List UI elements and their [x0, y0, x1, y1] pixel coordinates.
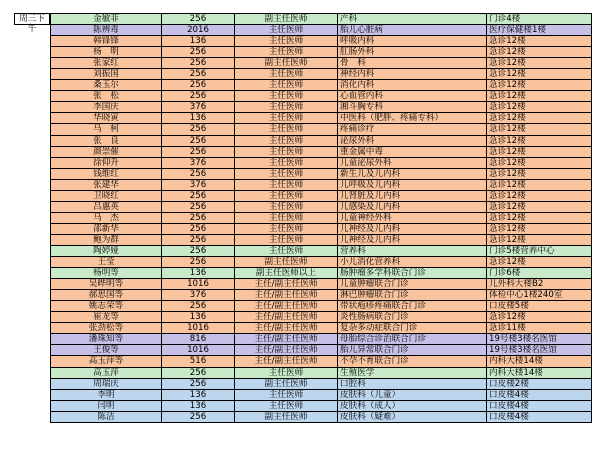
department-cell: 肛肠外科 — [338, 47, 487, 58]
department-cell: 儿童神经外科 — [338, 212, 487, 223]
doctor-name-cell: 张 良 — [51, 135, 162, 146]
title-cell: 主任医师 — [235, 234, 338, 245]
fee-cell: 256 — [162, 234, 235, 245]
fee-cell: 136 — [162, 268, 235, 279]
title-cell: 主任医师 — [235, 201, 338, 212]
table-row — [51, 190, 592, 201]
title-cell: 主任医师 — [235, 124, 338, 135]
doctor-name-cell: 张建华 — [51, 179, 162, 190]
doctor-name-cell: 周瑞庆 — [51, 378, 162, 389]
doctor-name-cell: 张家红 — [51, 58, 162, 69]
location-cell: 急诊12楼 — [487, 102, 592, 113]
title-cell: 副主任医师 — [235, 14, 338, 25]
department-cell: 小儿消化营养科 — [338, 257, 487, 268]
department-cell: 重金属中毒 — [338, 146, 487, 157]
doctor-name-cell: 钱维红 — [51, 168, 162, 179]
title-cell: 主任医师 — [235, 113, 338, 124]
fee-cell: 256 — [162, 69, 235, 80]
fee-cell: 256 — [162, 47, 235, 58]
fee-cell: 376 — [162, 179, 235, 190]
department-cell: 儿神经及儿内科 — [338, 223, 487, 234]
department-cell: 胎儿异常联合门诊 — [338, 345, 487, 356]
location-cell: 急诊12楼 — [487, 168, 592, 179]
fee-cell: 376 — [162, 102, 235, 113]
fee-cell: 2016 — [162, 25, 235, 36]
doctor-name-cell: 崔龙等 — [51, 312, 162, 323]
day-label: 周三下午 — [14, 13, 50, 25]
fee-cell: 256 — [162, 201, 235, 212]
table-row — [51, 234, 592, 245]
fee-cell: 256 — [162, 378, 235, 389]
table-row — [51, 290, 592, 301]
location-cell: 体检中心1楼240室 — [487, 290, 592, 301]
title-cell: 主任/副主任医师 — [235, 301, 338, 312]
fee-cell: 136 — [162, 312, 235, 323]
table-row — [51, 378, 592, 389]
location-cell: 急诊12楼 — [487, 124, 592, 135]
table-row — [51, 212, 592, 223]
department-cell: 胎儿心脏病 — [338, 25, 487, 36]
location-cell: 内科大楼14楼 — [487, 367, 592, 378]
location-cell: 急诊12楼 — [487, 201, 592, 212]
location-cell: 急诊12楼 — [487, 80, 592, 91]
department-cell: 新生儿及儿内科 — [338, 168, 487, 179]
department-cell: 带状疱疹疼痛联合门诊 — [338, 301, 487, 312]
fee-cell: 256 — [162, 58, 235, 69]
location-cell: 急诊12楼 — [487, 190, 592, 201]
fee-cell: 256 — [162, 245, 235, 256]
doctor-name-cell: 王莹 — [51, 257, 162, 268]
title-cell: 主任医师 — [235, 69, 338, 80]
table-row — [51, 146, 592, 157]
fee-cell: 256 — [162, 190, 235, 201]
table-row — [51, 124, 592, 135]
table-row — [51, 69, 592, 80]
doctor-name-cell: 马 杰 — [51, 212, 162, 223]
table-row — [51, 223, 592, 234]
title-cell: 副主任医师 — [235, 257, 338, 268]
location-cell: 急诊12楼 — [487, 58, 592, 69]
doctor-name-cell: 杨 明 — [51, 47, 162, 58]
department-cell: 营养科 — [338, 245, 487, 256]
doctor-name-cell: 高玉萍 — [51, 367, 162, 378]
doctor-name-cell: 张 松 — [51, 91, 162, 102]
doctor-name-cell: 徐仰升 — [51, 157, 162, 168]
location-cell: 急诊12楼 — [487, 36, 592, 47]
department-cell: 儿神经及儿内科 — [338, 234, 487, 245]
doctor-name-cell: 吴晔明等 — [51, 279, 162, 290]
fee-cell: 256 — [162, 411, 235, 422]
doctor-name-cell: 姚志荣等 — [51, 301, 162, 312]
department-cell: 淋巴肿瘤联合门诊 — [338, 290, 487, 301]
title-cell: 主任医师 — [235, 245, 338, 256]
doctor-name-cell: 高玉萍等 — [51, 356, 162, 367]
doctor-name-cell: 卫晓红 — [51, 190, 162, 201]
fee-cell: 136 — [162, 389, 235, 400]
fee-cell: 516 — [162, 356, 235, 367]
title-cell: 主任医师 — [235, 25, 338, 36]
doctor-name-cell: 金敏菲 — [51, 14, 162, 25]
title-cell: 主任医师 — [235, 400, 338, 411]
fee-cell: 816 — [162, 334, 235, 345]
table-row — [51, 367, 592, 378]
table-row — [51, 312, 592, 323]
fee-cell: 1016 — [162, 345, 235, 356]
table-row — [51, 245, 592, 256]
doctor-name-cell: 闫明 — [51, 400, 162, 411]
location-cell: 口皮楼4楼 — [487, 400, 592, 411]
department-cell: 皮肤科（成人） — [338, 400, 487, 411]
table-row — [51, 334, 592, 345]
fee-cell: 376 — [162, 157, 235, 168]
location-cell: 急诊12楼 — [487, 312, 592, 323]
table-row — [51, 14, 592, 25]
table-row — [51, 102, 592, 113]
doctor-name-cell: 韩锋锋 — [51, 36, 162, 47]
department-cell: 皮肤科（儿童） — [338, 389, 487, 400]
fee-cell: 256 — [162, 14, 235, 25]
title-cell: 主任医师 — [235, 47, 338, 58]
doctor-name-cell: 陶婷娅 — [51, 245, 162, 256]
fee-cell: 1016 — [162, 279, 235, 290]
department-cell: 中医科（肥胖、疼痛专科） — [338, 113, 487, 124]
department-cell: 骨 科 — [338, 58, 487, 69]
fee-cell: 256 — [162, 135, 235, 146]
fee-cell: 136 — [162, 400, 235, 411]
doctor-name-cell: 潘珠知等 — [51, 334, 162, 345]
department-cell: 母胎综合诊治联合门诊 — [338, 334, 487, 345]
location-cell: 急诊12楼 — [487, 91, 592, 102]
location-cell: 医疗保健楼1楼 — [487, 25, 592, 36]
department-cell: 儿肾脏及儿内科 — [338, 190, 487, 201]
location-cell: 急诊12楼 — [487, 146, 592, 157]
location-cell: 急诊12楼 — [487, 69, 592, 80]
schedule-table — [50, 13, 592, 423]
title-cell: 副主任医师 — [235, 411, 338, 422]
title-cell: 主任医师 — [235, 179, 338, 190]
doctor-name-cell: 邵新华 — [51, 223, 162, 234]
location-cell: 口皮楼4楼 — [487, 389, 592, 400]
title-cell: 主任医师 — [235, 135, 338, 146]
doctor-name-cell: 李明 — [51, 389, 162, 400]
fee-cell: 256 — [162, 367, 235, 378]
table-row — [51, 323, 592, 334]
title-cell: 主任医师 — [235, 146, 338, 157]
title-cell: 主任医师 — [235, 80, 338, 91]
table-row — [51, 257, 592, 268]
department-cell: 儿呼吸及儿内科 — [338, 179, 487, 190]
title-cell: 主任/副主任医师 — [235, 323, 338, 334]
table-row — [51, 400, 592, 411]
location-cell: 急诊12楼 — [487, 47, 592, 58]
location-cell: 口皮楼4楼 — [487, 411, 592, 422]
fee-cell: 256 — [162, 146, 235, 157]
department-cell: 炎性肠病联合门诊 — [338, 312, 487, 323]
location-cell: 急诊12楼 — [487, 223, 592, 234]
doctor-name-cell: 桑玉尔 — [51, 80, 162, 91]
location-cell: 急诊12楼 — [487, 179, 592, 190]
department-cell: 儿童泌尿外科 — [338, 157, 487, 168]
department-cell: 复杂多动症联合门诊 — [338, 323, 487, 334]
fee-cell: 256 — [162, 124, 235, 135]
table-row — [51, 356, 592, 367]
table-row — [51, 179, 592, 190]
title-cell: 主任医师 — [235, 157, 338, 168]
title-cell: 主任医师 — [235, 102, 338, 113]
department-cell: 不孕不育联合门诊 — [338, 356, 487, 367]
fee-cell: 256 — [162, 257, 235, 268]
department-cell: 儿感染及儿内科 — [338, 201, 487, 212]
schedule-rows — [51, 14, 592, 423]
department-cell: 心血管内科 — [338, 91, 487, 102]
fee-cell: 256 — [162, 80, 235, 91]
title-cell: 主任/副主任医师 — [235, 312, 338, 323]
doctor-name-cell: 杨明等 — [51, 268, 162, 279]
table-row — [51, 301, 592, 312]
department-cell: 产科 — [338, 14, 487, 25]
table-row — [51, 80, 592, 91]
location-cell: 门诊5楼营养中心 — [487, 245, 592, 256]
location-cell: 门诊6楼 — [487, 268, 592, 279]
fee-cell: 376 — [162, 290, 235, 301]
location-cell: 儿外科大楼B2 — [487, 279, 592, 290]
title-cell: 主任医师 — [235, 389, 338, 400]
table-row — [51, 58, 592, 69]
department-cell: 泌尿外科 — [338, 135, 487, 146]
department-cell: 神经内科 — [338, 69, 487, 80]
table-row — [51, 411, 592, 422]
doctor-name-cell: 马 柯 — [51, 124, 162, 135]
location-cell: 急诊12楼 — [487, 257, 592, 268]
fee-cell: 256 — [162, 301, 235, 312]
location-cell: 急诊12楼 — [487, 157, 592, 168]
location-cell: 内科大楼14楼 — [487, 356, 592, 367]
location-cell: 急诊12楼 — [487, 234, 592, 245]
table-row — [51, 25, 592, 36]
fee-cell: 136 — [162, 113, 235, 124]
doctor-name-cell: 吕惠英 — [51, 201, 162, 212]
doctor-name-cell: 颜崇催 — [51, 146, 162, 157]
title-cell: 主任/副主任医师 — [235, 290, 338, 301]
table-row — [51, 47, 592, 58]
location-cell: 急诊12楼 — [487, 135, 592, 146]
department-cell: 生殖医学 — [338, 367, 487, 378]
title-cell: 副主任医师以上 — [235, 268, 338, 279]
table-row — [51, 389, 592, 400]
title-cell: 主任/副主任医师 — [235, 279, 338, 290]
fee-cell: 256 — [162, 212, 235, 223]
location-cell: 急诊11楼 — [487, 323, 592, 334]
table-row — [51, 268, 592, 279]
title-cell: 副主任医师 — [235, 378, 338, 389]
doctor-name-cell: 陈洁 — [51, 411, 162, 422]
title-cell: 主任医师 — [235, 212, 338, 223]
table-row — [51, 135, 592, 146]
table-row — [51, 279, 592, 290]
fee-cell: 1016 — [162, 323, 235, 334]
fee-cell: 256 — [162, 168, 235, 179]
doctor-name-cell: 郝思国等 — [51, 290, 162, 301]
table-row — [51, 36, 592, 47]
title-cell: 主任/副主任医师 — [235, 345, 338, 356]
department-cell: 口腔科 — [338, 378, 487, 389]
title-cell: 主任医师 — [235, 367, 338, 378]
department-cell: 湘斗胸专科 — [338, 102, 487, 113]
location-cell: 19号楼3楼名医馆 — [487, 345, 592, 356]
doctor-name-cell: 张劲松等 — [51, 323, 162, 334]
department-cell: 肠肿瘤多学科联合门诊 — [338, 268, 487, 279]
doctor-name-cell: 李国庆 — [51, 102, 162, 113]
location-cell: 口皮楼2楼 — [487, 378, 592, 389]
fee-cell: 256 — [162, 223, 235, 234]
fee-cell: 136 — [162, 36, 235, 47]
location-cell: 口皮楼5楼 — [487, 301, 592, 312]
table-row — [51, 113, 592, 124]
title-cell: 主任医师 — [235, 36, 338, 47]
location-cell: 急诊12楼 — [487, 113, 592, 124]
fee-cell: 256 — [162, 91, 235, 102]
title-cell: 主任医师 — [235, 223, 338, 234]
department-cell: 皮肤科（疑难） — [338, 411, 487, 422]
location-cell: 门诊4楼 — [487, 14, 592, 25]
department-cell: 消化内科 — [338, 80, 487, 91]
doctor-name-cell: 华晓寅 — [51, 113, 162, 124]
title-cell: 主任医师 — [235, 190, 338, 201]
title-cell: 主任/副主任医师 — [235, 334, 338, 345]
doctor-name-cell: 鲍为群 — [51, 234, 162, 245]
title-cell: 副主任医师 — [235, 58, 338, 69]
table-row — [51, 91, 592, 102]
doctor-name-cell: 王俊等 — [51, 345, 162, 356]
table-row — [51, 168, 592, 179]
department-cell: 呼吸内科 — [338, 36, 487, 47]
department-cell: 疼痛诊疗 — [338, 124, 487, 135]
location-cell: 急诊12楼 — [487, 212, 592, 223]
doctor-name-cell: 刘振国 — [51, 69, 162, 80]
location-cell: 19号楼3楼名医馆 — [487, 334, 592, 345]
table-row — [51, 201, 592, 212]
title-cell: 主任/副主任医师 — [235, 356, 338, 367]
department-cell: 儿童肿瘤联合门诊 — [338, 279, 487, 290]
table-row — [51, 345, 592, 356]
doctor-name-cell: 陈辨毒 — [51, 25, 162, 36]
title-cell: 主任医师 — [235, 168, 338, 179]
title-cell: 主任医师 — [235, 91, 338, 102]
table-row — [51, 157, 592, 168]
